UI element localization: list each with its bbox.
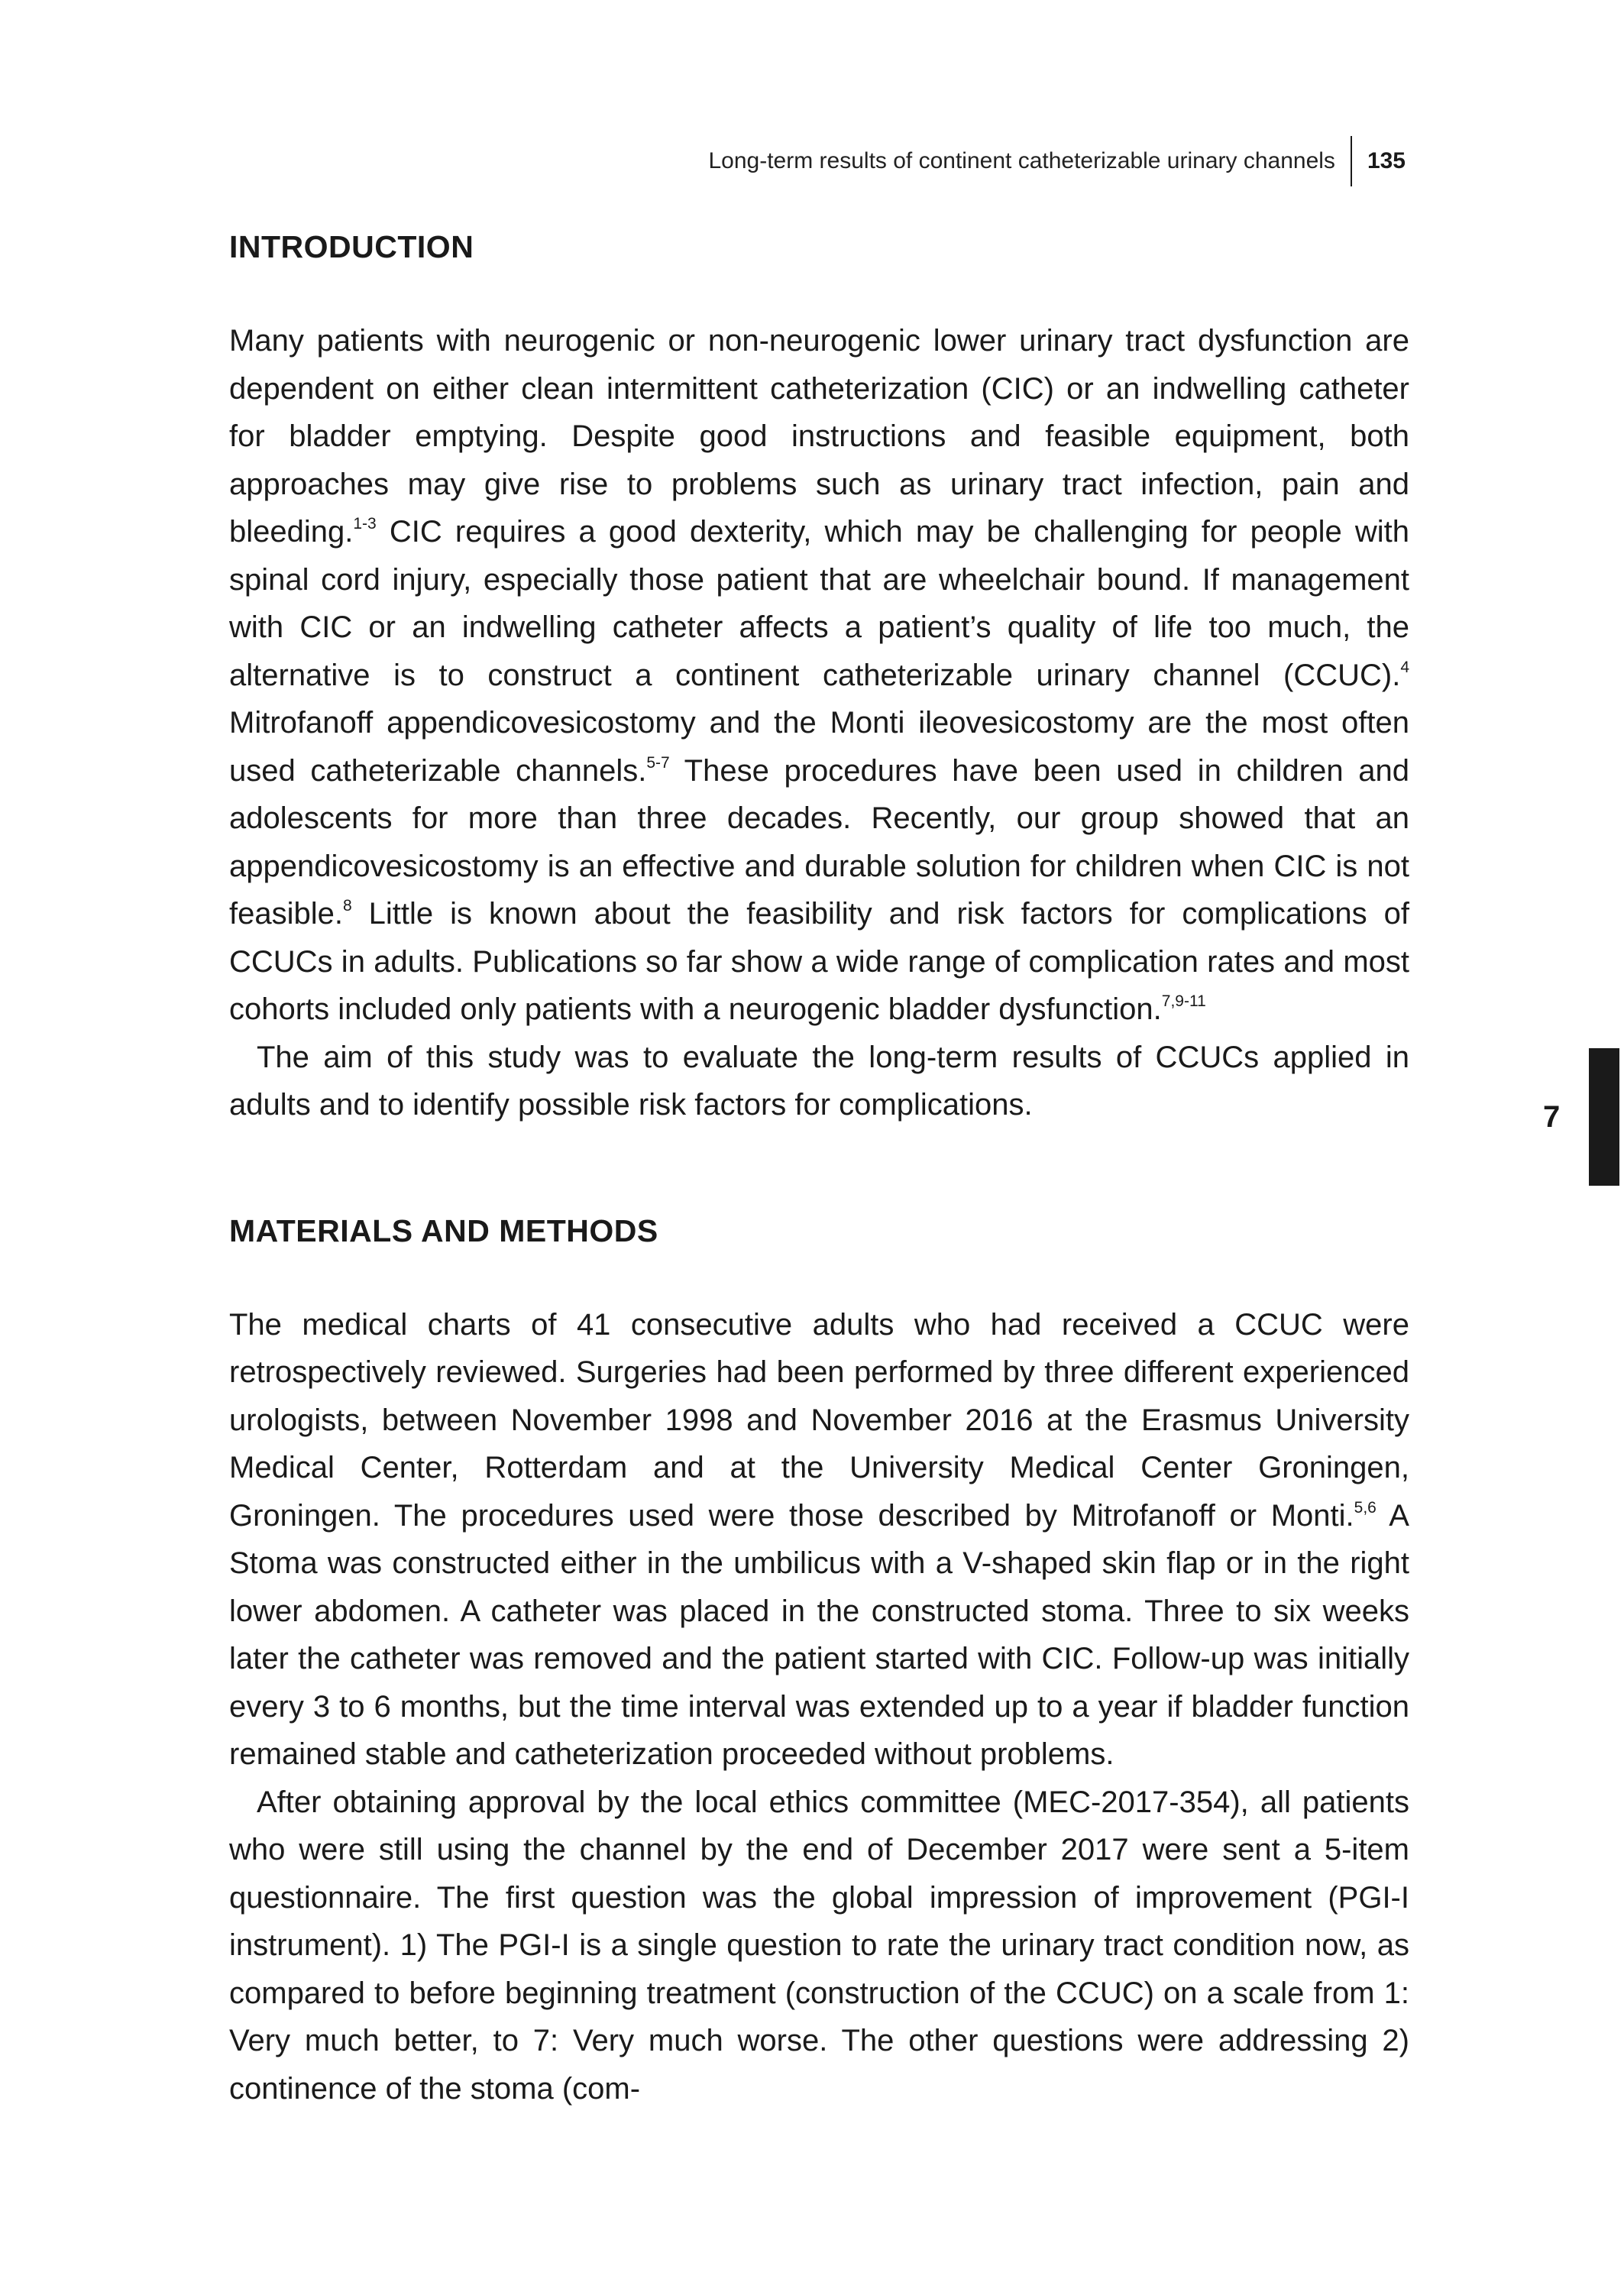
citation: 8 — [342, 897, 352, 915]
citation: 7,9-11 — [1161, 992, 1206, 1010]
running-head — [708, 136, 1406, 186]
methods-heading: MATERIALS AND METHODS — [229, 1212, 658, 1248]
introduction-paragraph-1 — [229, 317, 1409, 1034]
running-title: Long-term results of continent catheterizable urinary channels — [708, 148, 1335, 173]
heading-spacer — [229, 1249, 1409, 1301]
article-body — [229, 229, 1409, 2112]
chapter-tab-marker — [1589, 1048, 1619, 1186]
citation: 5-7 — [646, 753, 670, 772]
page-number: 135 — [1367, 148, 1406, 173]
text-run: CIC requires a good dexterity, which may be challenging for people with spinal cord injury, especially those patient that are wheelchair bound. If management with CIC or an indwelling catheter affects a patient’s quality of life too much, the alternative is to construct a continent catheterizable urinary channel (CCUC). — [229, 515, 1409, 692]
introduction-heading: INTRODUCTION — [229, 229, 474, 264]
introduction-paragraph-2: The aim of this study was to evaluate the long-term results of CCUCs applied in adults and to identify possible risk factors for complications. — [229, 1040, 1409, 1122]
citation: 5,6 — [1354, 1498, 1377, 1517]
citation: 4 — [1400, 658, 1409, 676]
text-run: These procedures have been used in children and adolescents for more than three decades. Recently, our group showed that an appendicovesicostomy is an effective and durable solution for children when CIC is not feasible. — [229, 753, 1409, 931]
text-run: Many patients with neurogenic or non-neurogenic lower urinary tract dysfunction are dependent on either clean intermittent catheterization (CIC) or an indwelling catheter for bladder emptying. Despite good instructions and feasible equipment, both approaches may give rise to problems such as urinary tract infection, pain and bleeding. — [229, 324, 1409, 549]
heading-spacer — [229, 265, 1409, 317]
text-run: Little is known about the feasibility and risk factors for complications of CCUCs in adults. Publications so far show a wide range of complication rates and most cohorts included only patients with a neurogenic bladder dysfunction. — [229, 897, 1409, 1026]
methods-paragraph-2: After obtaining approval by the local ethics committee (MEC-2017-354), all patients who were still using the channel by the end of December 2017 were sent a 5-item questionnaire. The first question was the global impression of improvement (PGI-I instrument). 1) The PGI-I is a single question to rate the urinary tract condition now, as compared to before beginning treatment (construction of the CCUC) on a scale from 1: Very much better, to 7: Very much worse. The other questions were addressing 2) continence of the stoma (com- — [229, 1785, 1409, 2106]
citation: 1-3 — [353, 515, 377, 533]
methods-paragraph-1 — [229, 1301, 1409, 1779]
chapter-number: 7 — [1543, 1100, 1561, 1134]
text-run: The medical charts of 41 consecutive adults who had received a CCUC were retrospectively reviewed. Surgeries had been performed by three different experienced urologists, between November 1998 and November 2016 at the Erasmus University Medical Center, Rotterdam and at the University Medical Center Groningen, Groningen. The procedures used were those described by Mitrofanoff or Monti. — [229, 1307, 1409, 1533]
text-run: Mitrofanoff appendicovesicostomy and the Monti ileovesicostomy are the most often used catheterizable channels. — [229, 706, 1409, 788]
text-run: A Stoma was constructed either in the umbilicus with a V-shaped skin flap or in the right lower abdomen. A catheter was placed in the constructed stoma. Three to six weeks later the catheter was removed and the patient started with CIC. Follow-up was initially every 3 to 6 months, but the time interval was extended up to a year if bladder function remained stable and catheterization proceeded without problems. — [229, 1498, 1409, 1771]
